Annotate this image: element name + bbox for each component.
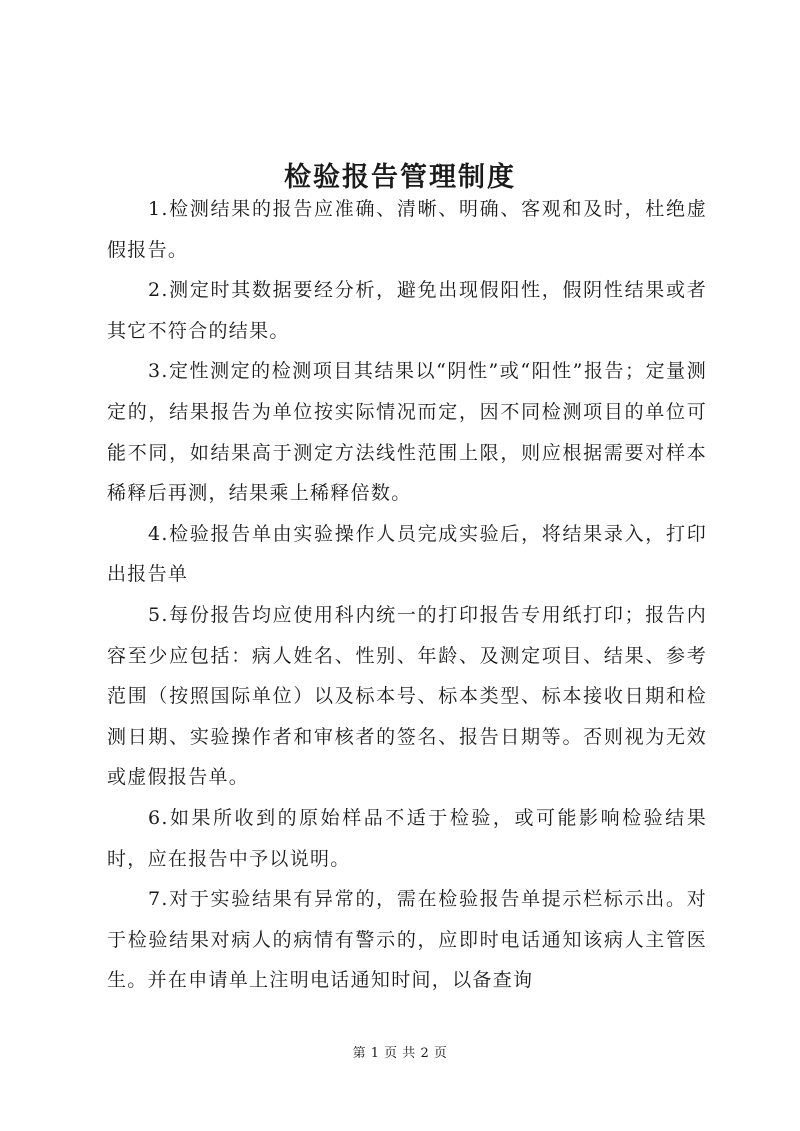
page-footer: 第 1 页 共 2 页 <box>352 1046 448 1061</box>
paragraph-4: 4.检验报告单由实验操作人员完成实验后，将结果录入，打印出报告单 <box>107 522 707 586</box>
paragraph-2: 2.测定时其数据要经分析，避免出现假阳性，假阴性结果或者其它不符合的结果。 <box>107 279 707 342</box>
paragraph-7: 7.对于实验结果有异常的，需在检验报告单提示栏标示出。对于检验结果对病人的病情有警示的，应即时电话通知该病人主管医生。并在申请单上注明电话通知时间，以备查询 <box>107 888 707 992</box>
paragraph-6: 6.如果所收到的原始样品不适于检验，或可能影响检验结果时，应在报告中予以说明。 <box>107 806 707 870</box>
paragraph-1: 1.检测结果的报告应准确、清晰、明确、客观和及时，杜绝虚假报告。 <box>107 198 707 261</box>
paragraph-5: 5.每份报告均应使用科内统一的打印报告专用纸打印；报告内容至少应包括：病人姓名、性别、年龄、及测定项目、结果、参考范围（按照国际单位）以及标本号、标本类型、标本接收日期和检测日期、实验操作者和审核者的签名、报告日期等。否则视为无效或虚假报告单。 <box>107 603 707 789</box>
paragraph-3: 3.定性测定的检测项目其结果以“阴性”或“阳性”报告；定量测定的，结果报告为单位按实际情况而定，因不同检测项目的单位可能不同，如结果高于测定方法线性范围上限，则应根据需要对样本稀释后再测，结果乘上稀释倍数。 <box>107 360 707 505</box>
document-title: 检验报告管理制度 <box>284 162 516 194</box>
document-body <box>107 189 707 1001</box>
